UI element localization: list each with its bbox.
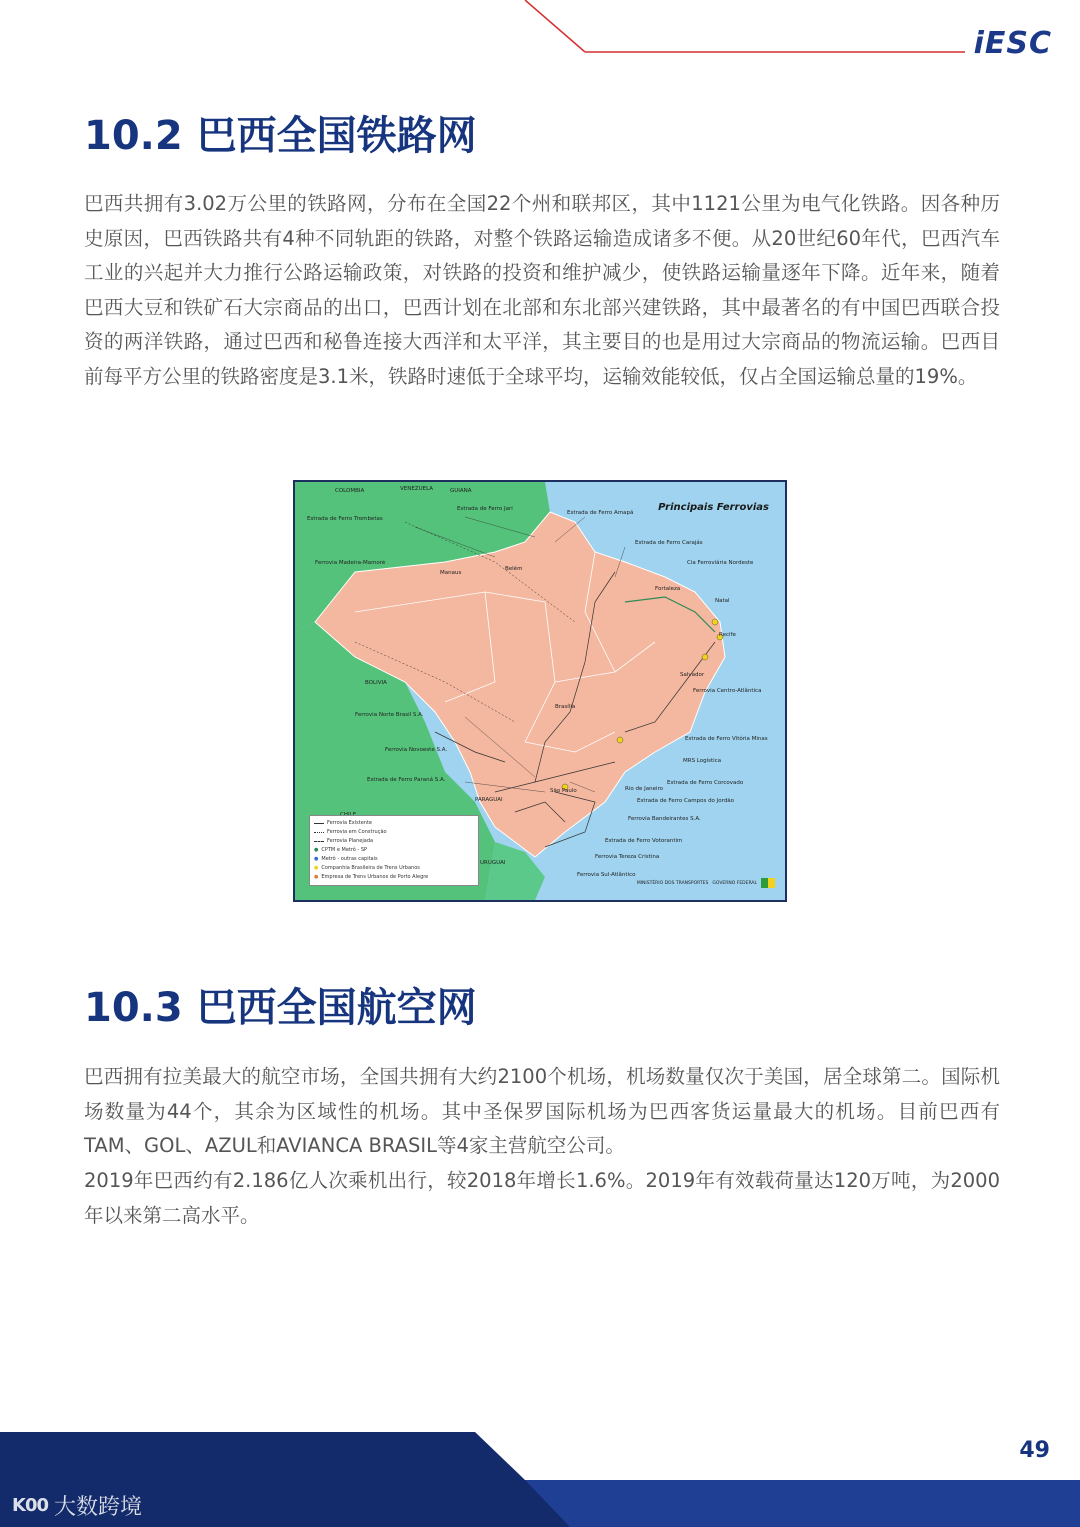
map-label-manaus: Manaus	[440, 570, 462, 576]
legend-item: Ferrovia Existente	[314, 819, 474, 828]
map-label-fca: Ferrovia Centro-Atlântica	[693, 688, 762, 694]
map-label-mrs: MRS Logística	[683, 758, 722, 764]
map-label-madeira: Ferrovia Madeira-Mamoré	[315, 560, 386, 566]
map-label-nordeste: Cia Ferroviária Nordeste	[687, 560, 754, 566]
map-label-carajas: Estrada de Ferro Carajás	[635, 540, 703, 546]
section-title-aviation: 10.3 巴西全国航空网	[84, 985, 477, 1031]
map-label-brasilia: Brasília	[555, 704, 576, 710]
map-label-parana: Estrada de Ferro Paraná S.A.	[367, 777, 446, 783]
aviation-paragraph-2: 2019年巴西约有2.186亿人次乘机出行，较2018年增长1.6%。2019年有效载荷量达120万吨，为2000年以来第二高水平。	[84, 1169, 1000, 1227]
map-label-fnb: Ferrovia Norte Brasil S.A.	[355, 712, 424, 718]
map-label-rio: Rio de Janeiro	[625, 786, 663, 792]
header-decoration	[0, 0, 1080, 70]
map-label-venezuela: VENEZUELA	[400, 486, 434, 492]
page-number: 49	[1019, 1438, 1050, 1463]
map-label-tereza: Ferrovia Tereza Cristina	[595, 854, 660, 860]
map-title: Principais Ferrovias	[658, 502, 769, 513]
legend-item: Ferrovia Planejada	[314, 837, 474, 846]
map-label-sul: Ferrovia Sul-Atlântico	[577, 872, 636, 878]
map-label-novoeste: Ferrovia Novoeste S.A.	[385, 747, 448, 753]
map-label-salvador: Salvador	[680, 672, 705, 678]
watermark	[12, 1490, 142, 1521]
map-label-votorantim: Estrada de Ferro Votorantim	[605, 838, 683, 844]
map-label-vitoria: Estrada de Ferro Vitória Minas	[685, 736, 768, 742]
map-label-sp: São Paulo	[550, 788, 577, 794]
map-label-corcovado: Estrada de Ferro Corcovado	[667, 780, 744, 786]
section-title-railway: 10.2 巴西全国铁路网	[84, 113, 477, 159]
aviation-paragraph-1: 巴西拥有拉美最大的航空市场，全国共拥有大约2100个机场，机场数量仅次于美国，居全球第二。国际机场数量为44个，其余为区域性的机场。其中圣保罗国际机场为巴西客货运量最大的机场。目前巴西有TAM、GOL、AZUL和AVIANCA BRASIL等4家主营航空公司。	[84, 1065, 1000, 1157]
map-label-jari: Estrada de Ferro Jari	[457, 506, 513, 512]
legend-item: ● Metrô - outras capitais	[314, 856, 378, 862]
legend-item: ● Companhia Brasileira de Trens Urbanos	[314, 865, 420, 871]
map-label-bandeirantes: Ferrovia Bandeirantes S.A.	[628, 816, 701, 822]
map-label-natal: Natal	[715, 598, 730, 604]
legend-item: ● Empresa de Trens Urbanos de Porto Alegre	[314, 874, 429, 880]
brazil-flag-icon	[761, 878, 775, 888]
map-label-uruguai: URUGUAI	[480, 860, 506, 866]
railway-paragraph: 巴西共拥有3.02万公里的铁路网，分布在全国22个州和联邦区，其中1121公里为电气化铁路。因各种历史原因，巴西铁路共有4种不同轨距的铁路，对整个铁路运输造成诸多不便。从20世纪60年代，巴西汽车工业的兴起并大力推行公路运输政策，对铁路的投资和维护减少，使铁路运输量逐年下降。近年来，随着巴西大豆和铁矿石大宗商品的出口，巴西计划在北部和东北部兴建铁路，其中最著名的有中国巴西联合投资的两洋铁路，通过巴西和秘鲁连接大西洋和太平洋，其主要目的也是用过大宗商品的物流运输。巴西目前每平方公里的铁路密度是3.1米，铁路时速低于全球平均，运输效能较低，仅占全国运输总量的19%。	[84, 192, 1000, 388]
map-label-bolivia: BOLIVIA	[365, 680, 387, 686]
map-legend	[309, 815, 479, 886]
map-label-paraguai: PARAGUAI	[475, 797, 503, 803]
ministry-credit: MINISTÉRIO DOS TRANSPORTES GOVERNO FEDERAL	[637, 878, 775, 888]
watermark-logo-icon: K00	[12, 1495, 48, 1516]
map-label-guiana: GUIANA	[450, 488, 472, 494]
railway-map	[293, 480, 787, 902]
map-label-belem: Belém	[505, 566, 523, 572]
legend-item: Ferrovia em Construção	[314, 828, 474, 837]
footer-bar	[0, 1432, 1080, 1527]
map-label-trombetas: Estrada de Ferro Trombetas	[307, 516, 383, 522]
map-label-fortaleza: Fortaleza	[655, 586, 681, 592]
watermark-text: 大数跨境	[54, 1495, 143, 1520]
map-label-campos: Estrada de Ferro Campos do Jordão	[637, 798, 735, 804]
iesc-logo: iESC	[973, 26, 1052, 61]
map-label-recife: Recife	[719, 632, 736, 638]
legend-item: ● CPTM e Metrô - SP	[314, 847, 368, 853]
map-label-colombia: COLOMBIA	[335, 488, 365, 494]
map-label-amapa: Estrada de Ferro Amapá	[567, 510, 634, 516]
